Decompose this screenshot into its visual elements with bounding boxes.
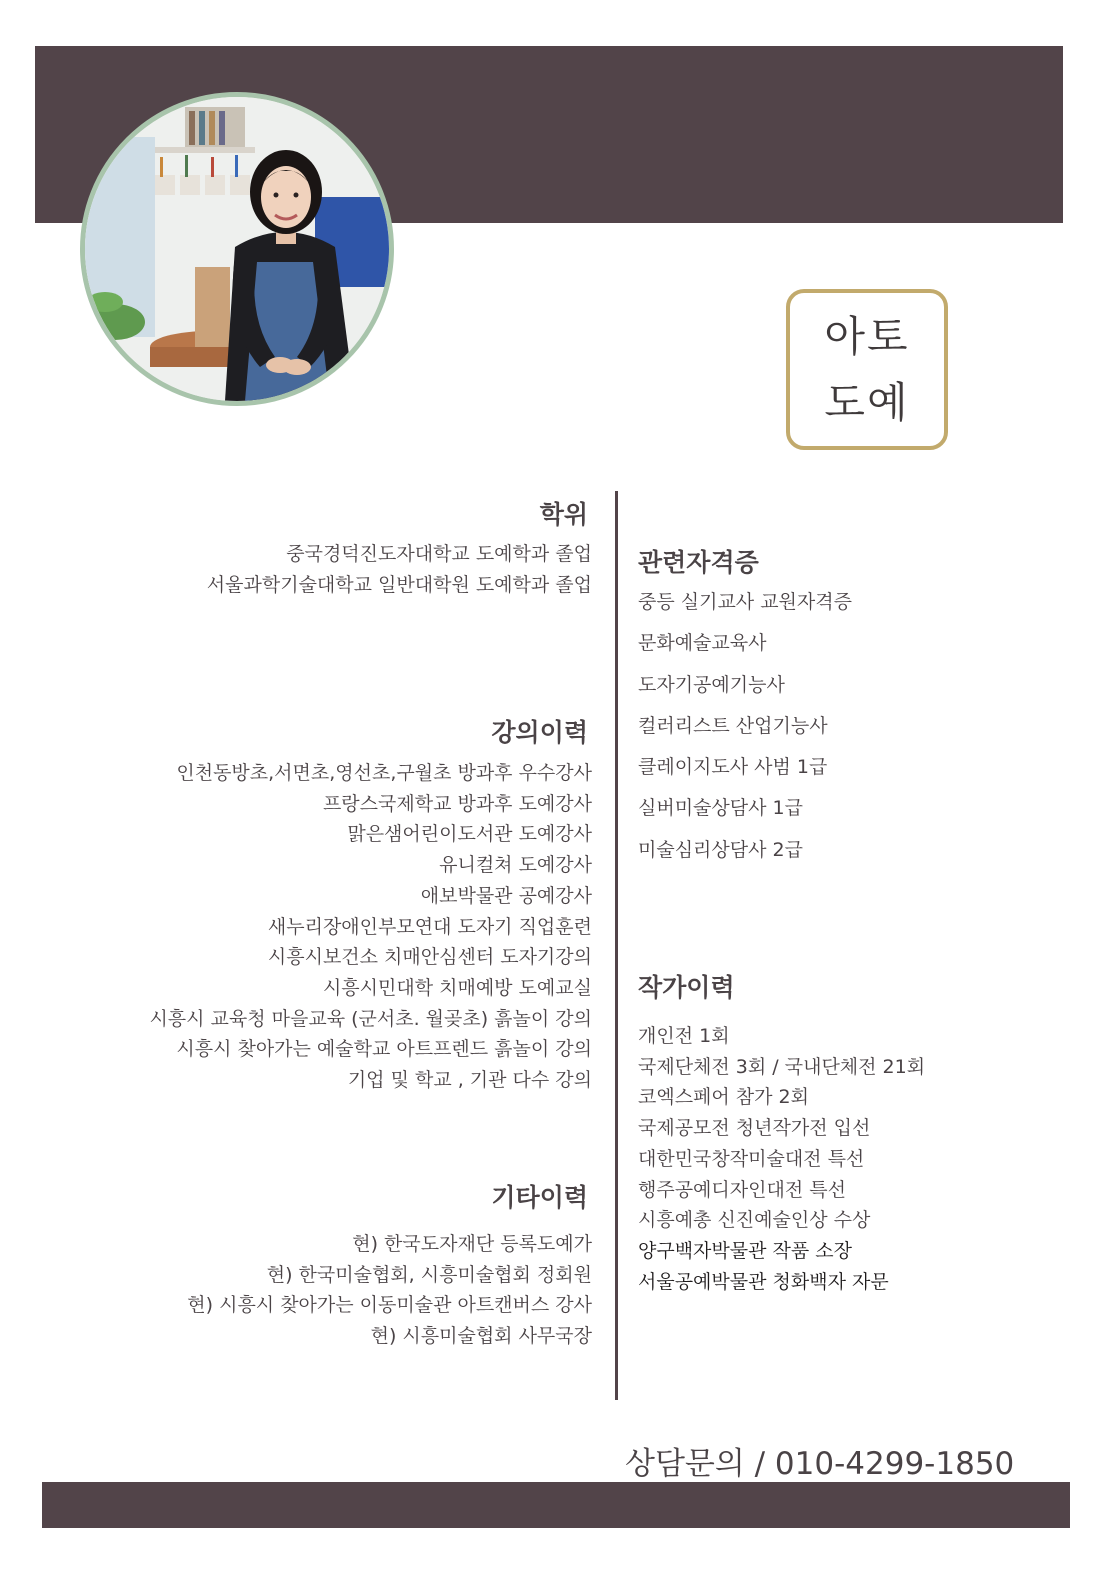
list-item: 맑은샘어린이도서관 도예강사 bbox=[347, 823, 592, 846]
list-item: 클레이지도사 사범 1급 bbox=[638, 756, 828, 779]
list-item: 현) 시흥미술협회 사무국장 bbox=[370, 1325, 592, 1348]
lectures-title: 강의이력 bbox=[491, 718, 588, 747]
list-item: 실버미술상담사 1급 bbox=[638, 797, 803, 820]
list-item: 코엑스페어 참가 2회 bbox=[638, 1086, 809, 1109]
list-item: 새누리장애인부모연대 도자기 직업훈련 bbox=[267, 915, 592, 938]
list-item: 국제단체전 3회 / 국내단체전 21회 bbox=[638, 1055, 926, 1078]
education-title: 학위 bbox=[539, 500, 588, 529]
list-item: 유니컬쳐 도예강사 bbox=[439, 854, 592, 877]
list-item: 인천동방초,서면초,영선초,구월초 방과후 우수강사 bbox=[176, 762, 592, 784]
profile-photo bbox=[80, 92, 394, 406]
list-item: 현) 한국도자재단 등록도예가 bbox=[352, 1233, 592, 1255]
list-item: 국제공모전 청년작가전 입선 bbox=[638, 1117, 871, 1140]
artist-list bbox=[638, 1021, 925, 1297]
list-item: 프랑스국제학교 방과후 도예강사 bbox=[322, 792, 592, 815]
list-item: 도자기공예기능사 bbox=[638, 673, 785, 696]
column-divider bbox=[615, 491, 618, 1400]
list-item: 대한민국창작미술대전 특선 bbox=[638, 1147, 865, 1170]
list-item: 서울과학기술대학교 일반대학원 도예학과 졸업 bbox=[206, 574, 592, 596]
list-item: 행주공예디자인대전 특선 bbox=[638, 1178, 846, 1201]
list-item: 중국경덕진도자대학교 도예학과 졸업 bbox=[286, 543, 592, 565]
list-item: 현) 시흥시 찾아가는 이동미술관 아트캔버스 강사 bbox=[187, 1294, 592, 1317]
list-item: 기업 및 학교 , 기관 다수 강의 bbox=[347, 1069, 592, 1092]
list-item: 현) 한국미술협회, 시흥미술협회 정회원 bbox=[266, 1263, 592, 1286]
list-item: 중등 실기교사 교원자격증 bbox=[638, 591, 852, 613]
contact-info: 상담문의 / 010-4299-1850 bbox=[625, 1446, 1015, 1482]
logo-line-1: 아토 bbox=[824, 311, 910, 361]
certificates-title: 관련자격증 bbox=[638, 548, 759, 577]
list-item: 시흥시 교육청 마을교육 (군서초. 월곶초) 흙놀이 강의 bbox=[149, 1007, 592, 1030]
logo-line-2: 도예 bbox=[824, 377, 910, 427]
footer-band bbox=[42, 1482, 1070, 1528]
other-list bbox=[187, 1229, 592, 1352]
list-item: 미술심리상담사 2급 bbox=[638, 838, 803, 861]
list-item: 시흥예총 신진예술인상 수상 bbox=[638, 1209, 871, 1232]
lectures-list bbox=[149, 758, 592, 1096]
other-title: 기타이력 bbox=[491, 1183, 588, 1212]
list-item: 시흥시보건소 치매안심센터 도자기강의 bbox=[267, 946, 592, 969]
profile-illustration bbox=[85, 97, 389, 401]
list-item: 문화예술교육사 bbox=[638, 632, 767, 655]
education-list bbox=[207, 539, 592, 601]
list-item: 애보박물관 공예강사 bbox=[420, 884, 592, 907]
brand-logo bbox=[786, 289, 948, 450]
list-item: 양구백자박물관 작품 소장 bbox=[638, 1239, 852, 1262]
certificates-list bbox=[638, 582, 852, 871]
list-item: 시흥시민대학 치매예방 도예교실 bbox=[322, 976, 592, 999]
list-item: 서울공예박물관 청화백자 자문 bbox=[638, 1270, 889, 1293]
artist-title: 작가이력 bbox=[638, 973, 735, 1002]
list-item: 시흥시 찾아가는 예술학교 아트프렌드 흙놀이 강의 bbox=[176, 1038, 592, 1061]
list-item: 컬러리스트 산업기능사 bbox=[638, 714, 828, 737]
list-item: 개인전 1회 bbox=[638, 1025, 730, 1047]
